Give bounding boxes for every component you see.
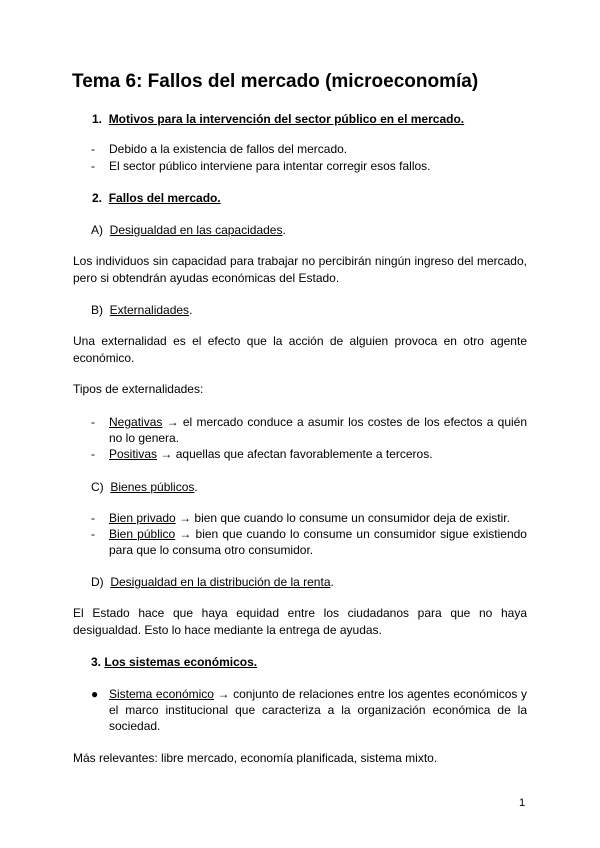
section-1-number: 1. bbox=[92, 112, 103, 126]
section-1-title: Motivos para la intervención del sector público en el mercado. bbox=[108, 112, 465, 126]
closing-paragraph: Más relevantes: libre mercado, economía planificada, sistema mixto. bbox=[73, 751, 438, 765]
section-2-heading bbox=[92, 190, 221, 206]
section-3-heading bbox=[91, 654, 257, 670]
subsection-a-letter: A) bbox=[91, 223, 103, 237]
section-3-title: Los sistemas económicos. bbox=[104, 655, 258, 669]
arrow-icon: → bbox=[179, 511, 192, 525]
list-item bbox=[91, 510, 527, 526]
arrow-icon: → bbox=[160, 447, 173, 461]
list-item-text: el mercado conduce a asumir los costes de los efectos a quién no lo genera. bbox=[109, 415, 528, 445]
arrow-icon: → bbox=[217, 687, 230, 701]
subsection-a-title: Desigualdad en las capacidades bbox=[109, 223, 283, 237]
list-item-term: Bien privado bbox=[109, 511, 176, 525]
list-item-term: Positivas bbox=[109, 447, 158, 461]
dash-bullet: - bbox=[91, 527, 95, 541]
dash-bullet: - bbox=[91, 159, 95, 173]
arrow-icon: → bbox=[166, 415, 179, 429]
list-item bbox=[91, 158, 527, 174]
subsection-d-title: Desigualdad en la distribución de la renta bbox=[110, 575, 331, 589]
list-item-term: Bien público bbox=[109, 527, 176, 541]
section-2-title: Fallos del mercado. bbox=[108, 191, 221, 205]
section-2-number: 2. bbox=[92, 191, 103, 205]
list-item-text: bien que cuando lo consume un consumidor deja de existir. bbox=[194, 511, 510, 525]
subsection-a-heading: A) Desigualdad en las capacidades. bbox=[91, 223, 286, 237]
subsection-b-letter: B) bbox=[91, 303, 103, 317]
subsection-a-paragraph: Los individuos sin capacidad para trabajar no percibirán ningún ingreso del mercado, pero si obtendrán ayudas económicas del Estado. bbox=[73, 254, 527, 285]
subsection-b-heading: B) Externalidades. bbox=[91, 303, 193, 317]
dash-bullet: - bbox=[91, 447, 95, 461]
arrow-icon: → bbox=[179, 527, 192, 541]
list-item bbox=[91, 414, 527, 446]
list-item bbox=[91, 526, 527, 558]
subsection-b-title: Externalidades bbox=[109, 303, 190, 317]
dash-bullet: - bbox=[91, 142, 95, 156]
list-item-text: conjunto de relaciones entre los agentes económicos y el marco institucional que caracteriza a la organización económica de la sociedad. bbox=[109, 687, 527, 733]
subsection-b-paragraph: Una externalidad es el efecto que la acción de alguien provoca en otro agente económico. bbox=[73, 334, 527, 365]
list-item-term: Sistema económico bbox=[109, 687, 214, 701]
page-title: Tema 6: Fallos del mercado (microeconomía) bbox=[72, 71, 479, 92]
subsection-c-letter: C) bbox=[91, 480, 104, 494]
list-item bbox=[91, 446, 527, 462]
list-item-text: aquellas que afectan favorablemente a terceros. bbox=[175, 447, 433, 461]
subsection-c-heading: C) Bienes públicos. bbox=[91, 480, 198, 494]
dash-bullet: - bbox=[91, 415, 95, 429]
page-number: 1 bbox=[519, 797, 526, 809]
list-item-text: bien que cuando lo consume un consumidor sigue existiendo para que lo consuma otro consumidor. bbox=[109, 527, 527, 557]
subsection-c-title: Bienes públicos bbox=[110, 480, 195, 494]
subsection-d-heading: D) Desigualdad en la distribución de la renta. bbox=[91, 575, 334, 589]
list-item-text: El sector público interviene para intentar corregir esos fallos. bbox=[109, 159, 431, 173]
list-item-term: Negativas bbox=[109, 415, 163, 429]
list-item bbox=[91, 686, 527, 734]
bullet-icon: ● bbox=[91, 687, 99, 701]
section-1-heading bbox=[92, 111, 464, 127]
section-3-number: 3. bbox=[91, 655, 102, 669]
list-item bbox=[91, 141, 527, 157]
dash-bullet: - bbox=[91, 511, 95, 525]
subsection-d-paragraph: El Estado hace que haya equidad entre los ciudadanos para que no haya desigualdad. Esto lo hace mediante la entrega de ayudas. bbox=[73, 606, 527, 637]
list-item-text: Debido a la existencia de fallos del mercado. bbox=[109, 142, 348, 156]
externalities-types-label: Tipos de externalidades: bbox=[73, 382, 204, 396]
subsection-d-letter: D) bbox=[91, 575, 104, 589]
